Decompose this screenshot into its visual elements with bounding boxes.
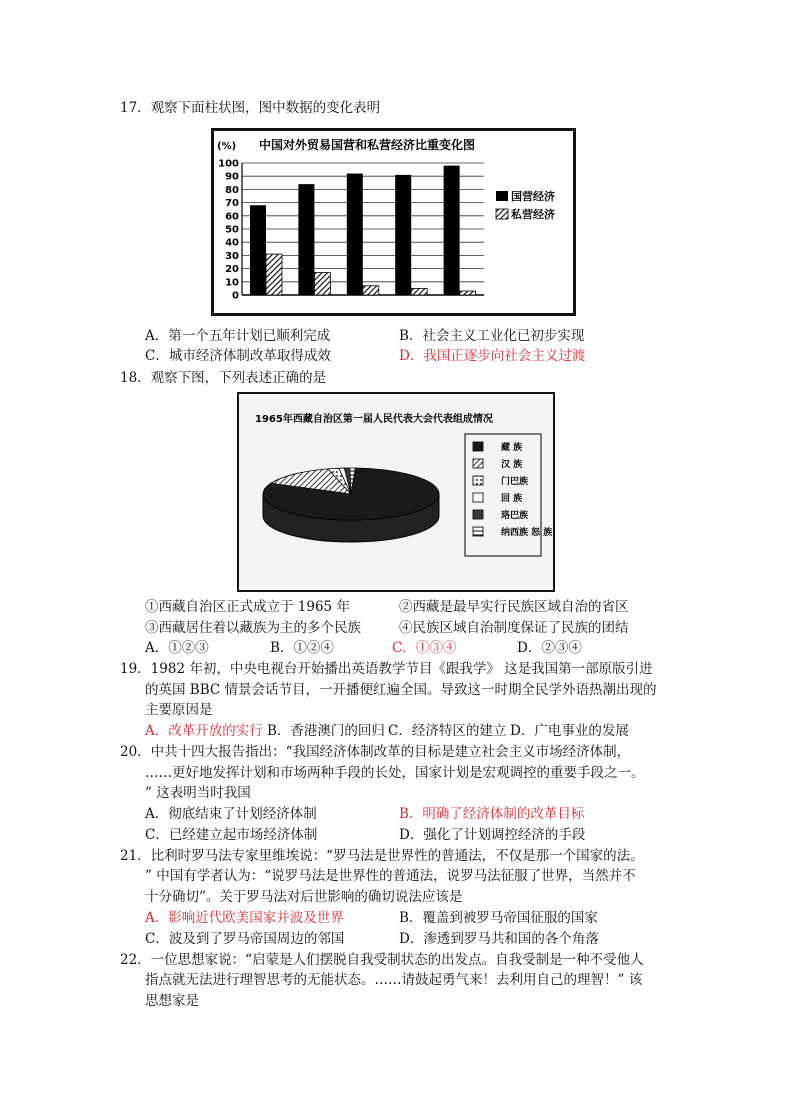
y-tick-label: 100 [218, 158, 239, 170]
bar-private [266, 254, 282, 295]
q19-option-d: D．广电事业的发展 [510, 723, 629, 739]
q22-line-3: 思想家是 [145, 993, 199, 1009]
bar-private [363, 286, 379, 295]
pie-legend-swatch [473, 476, 483, 485]
y-tick-label: 30 [225, 250, 239, 262]
bar-private [411, 288, 427, 295]
q21-line-3: 十分确切”。关于罗马法对后世影响的确切说法应该是 [145, 889, 463, 905]
pie-legend-label: 回 族 [501, 494, 523, 504]
chart-title: 中国对外贸易国营和私营经济比重变化图 [259, 138, 476, 152]
pie-legend-swatch [473, 510, 483, 519]
bar-chart [214, 131, 573, 313]
q21-option-b: B．覆盖到被罗马帝国征服的国家 [399, 910, 598, 926]
y-tick-label: 90 [225, 171, 239, 183]
pie-legend-label: 珞巴族 [501, 511, 529, 521]
bar-private [460, 291, 476, 295]
legend-label-state-owned: 国营经济 [511, 190, 555, 203]
q20-line-1: 20．中共十四大报告指出：“我国经济体制改革的目标是建立社会主义市场经济体制， [120, 744, 631, 760]
bar-state-owned [347, 174, 363, 295]
legend-swatch-state-owned [496, 191, 508, 201]
q18-option-d: D．②③④ [517, 640, 582, 656]
q19-option-b: B．香港澳门的回归 [267, 723, 385, 739]
pie-legend-label: 纳西族 怒 族 [501, 528, 553, 538]
legend-label-private: 私营经济 [511, 208, 555, 221]
q19-line-2: 的英国 BBC 情景会话节目，一开播便红遍全国。导致这一时期全民学外语热潮出现的 [145, 682, 657, 698]
q17-option-a: A．第一个五年计划已顺利完成 [145, 328, 331, 344]
q22-line-1: 22．一位思想家说：“启蒙是人们摆脱自我受制状态的出发点。自我受制是一种不受他人 [120, 952, 644, 968]
y-tick-label: 0 [232, 290, 239, 302]
q20-option-d: D．强化了计划调控经济的手段 [399, 827, 586, 843]
q20-line-2: ……更好地发挥计划和市场两种手段的长处，国家计划是宏观调控的重要手段之一。 [145, 765, 645, 781]
q17-stem: 17．观察下面柱状图，图中数据的变化表明 [120, 100, 381, 116]
q17-option-d-answer: D．我国正逐步向社会主义过渡 [399, 348, 586, 364]
y-tick-label: 10 [225, 277, 239, 289]
y-tick-label: 50 [225, 224, 239, 236]
y-tick-label: 80 [225, 184, 239, 196]
y-tick-label: 60 [225, 211, 239, 223]
q19-option-c: C．经济特区的建立 [388, 723, 507, 739]
q18-stem: 18．观察下图，下列表述正确的是 [120, 370, 327, 386]
q18-statement-3: ③西藏居住着以藏族为主的多个民族 [145, 620, 361, 636]
pie-legend-swatch [473, 527, 483, 536]
q21-option-c: C．波及到了罗马帝国周边的邻国 [145, 931, 345, 947]
q20-option-c: C．已经建立起市场经济体制 [145, 827, 318, 843]
q18-option-b: B．①②④ [270, 640, 334, 656]
pie-title: 1965年西藏自治区第一届人民代表大会代表组成情况 [255, 414, 493, 425]
bar-state-owned [250, 205, 266, 295]
q20-option-a: A．彻底结束了计划经济体制 [145, 806, 317, 822]
q21-option-a-answer: A．影响近代欧美国家并波及世界 [145, 910, 344, 926]
q20-line-3: ” 这表明当时我国 [145, 785, 251, 801]
y-tick-label: 20 [225, 264, 239, 276]
pie-legend-label: 藏 族 [501, 443, 523, 453]
chart-ylabel: (%) [217, 141, 237, 152]
pie-legend-swatch [473, 493, 483, 502]
pie-chart-figure [237, 392, 555, 592]
pie-legend-label: 门巴族 [501, 477, 529, 487]
q22-line-2: 指点就无法进行理智思考的无能状态。……请鼓起勇气来！去利用自己的理智！” 该 [145, 972, 643, 988]
pie-legend-swatch [473, 442, 483, 451]
q17-option-b: B．社会主义工业化已初步实现 [399, 328, 585, 344]
q21-line-1: 21．比利时罗马法专家里维埃说：“罗马法是世界性的普通法，不仅是那一个国家的法。 [120, 848, 644, 864]
legend-swatch-private [496, 209, 508, 219]
bar-state-owned [444, 166, 460, 295]
q18-statement-1: ①西藏自治区正式成立于 1965 年 [145, 599, 350, 615]
pie-legend-swatch [473, 459, 483, 468]
pie-legend-label: 汉 族 [501, 460, 523, 470]
bar-private [314, 273, 330, 295]
bar-state-owned [298, 184, 314, 295]
q17-option-c: C．城市经济体制改革取得成效 [145, 348, 331, 364]
y-tick-label: 70 [225, 198, 239, 210]
q19-line-3: 主要原因是 [145, 702, 213, 718]
q18-option-a: A．①②③ [145, 640, 209, 656]
q20-option-b-answer: B．明确了经济体制的改革目标 [399, 806, 585, 822]
bar-chart-figure [211, 128, 576, 316]
q21-option-d: D．渗透到罗马共和国的各个角落 [399, 931, 599, 947]
q18-statement-4: ④民族区域自治制度保证了民族的团结 [399, 620, 629, 636]
pie-chart [239, 394, 553, 590]
q21-line-2: ” 中国有学者认为：“说罗马法是世界性的普通法，说罗马法征服了世界，当然并不 [145, 868, 636, 884]
y-tick-label: 40 [225, 237, 239, 249]
q18-option-c-answer: C．①③④ [392, 640, 457, 656]
q19-option-a-answer: A．改革开放的实行 [145, 723, 263, 739]
q19-line-1: 19．1982 年初，中央电视台开始播出英语教学节目《跟我学》 这是我国第一部原版引进 [120, 661, 653, 677]
bar-state-owned [395, 175, 411, 295]
q18-statement-2: ②西藏是最早实行民族区域自治的省区 [399, 599, 629, 615]
